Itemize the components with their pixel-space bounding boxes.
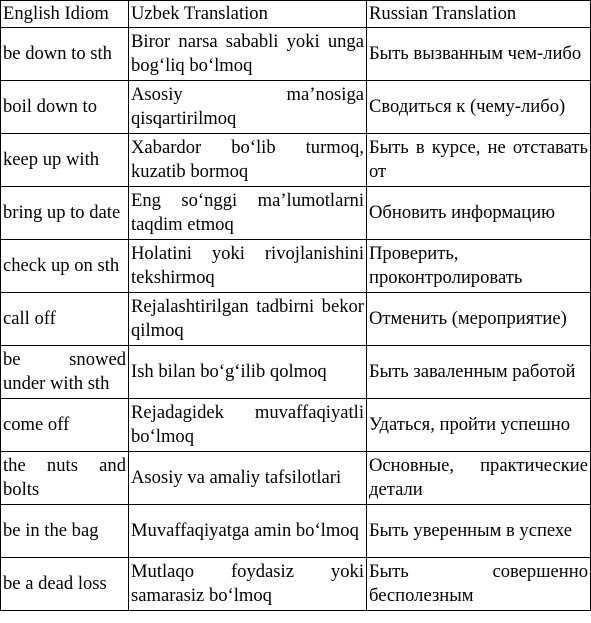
uzbek-translation-cell: Asosiy va amaliy tafsilotlari bbox=[129, 452, 367, 505]
english-idiom-cell: come off bbox=[1, 399, 129, 452]
uzbek-translation-cell: Rejadagidek muvaffaqiyatli bo‘lmoq bbox=[129, 399, 367, 452]
russian-translation-cell: Быть вызванным чем-либо bbox=[367, 28, 591, 81]
russian-translation-cell: Быть уверенным в успехе bbox=[367, 505, 591, 558]
uzbek-translation-cell: Eng so‘nggi ma’lumotlarni taqdim etmoq bbox=[129, 187, 367, 240]
uzbek-translation-cell: Holatini yoki rivojlanishini tekshirmoq bbox=[129, 240, 367, 293]
uzbek-translation-cell: Asosiy ma’nosiga qisqartirilmoq bbox=[129, 81, 367, 134]
english-idiom-cell: be snowed under with sth bbox=[1, 346, 129, 399]
table-row bbox=[1, 28, 591, 81]
english-idiom-cell: the nuts and bolts bbox=[1, 452, 129, 505]
english-idiom-cell: be a dead loss bbox=[1, 558, 129, 611]
english-idiom-cell: bring up to date bbox=[1, 187, 129, 240]
uzbek-translation-cell: Mutlaqo foydasiz yoki samarasiz bo‘lmoq bbox=[129, 558, 367, 611]
header-russian-translation: Russian Translation bbox=[367, 1, 591, 28]
english-idiom-cell: boil down to bbox=[1, 81, 129, 134]
table-row bbox=[1, 346, 591, 399]
table-row bbox=[1, 240, 591, 293]
table-body bbox=[1, 28, 591, 611]
english-idiom-cell: check up on sth bbox=[1, 240, 129, 293]
russian-translation-cell: Сводиться к (чему-либо) bbox=[367, 81, 591, 134]
header-row bbox=[1, 1, 591, 28]
table-row bbox=[1, 293, 591, 346]
uzbek-translation-cell: Biror narsa sababli yoki unga bog‘liq bo‘lmoq bbox=[129, 28, 367, 81]
russian-translation-cell: Проверить, проконтролировать bbox=[367, 240, 591, 293]
table-row bbox=[1, 399, 591, 452]
english-idiom-cell: be in the bag bbox=[1, 505, 129, 558]
uzbek-translation-cell: Rejalashtirilgan tadbirni bekor qilmoq bbox=[129, 293, 367, 346]
table-header bbox=[1, 1, 591, 28]
uzbek-translation-cell: Xabardor bo‘lib turmoq, kuzatib bormoq bbox=[129, 134, 367, 187]
table-row bbox=[1, 81, 591, 134]
table-row bbox=[1, 187, 591, 240]
uzbek-translation-cell: Ish bilan bo‘g‘ilib qolmoq bbox=[129, 346, 367, 399]
english-idiom-cell: be down to sth bbox=[1, 28, 129, 81]
table-row bbox=[1, 505, 591, 558]
table-row bbox=[1, 558, 591, 611]
russian-translation-cell: Быть заваленным работой bbox=[367, 346, 591, 399]
table-row bbox=[1, 452, 591, 505]
english-idiom-cell: call off bbox=[1, 293, 129, 346]
russian-translation-cell: Обновить информацию bbox=[367, 187, 591, 240]
header-uzbek-translation: Uzbek Translation bbox=[129, 1, 367, 28]
russian-translation-cell: Быть в курсе, не отставать от bbox=[367, 134, 591, 187]
english-idiom-cell: keep up with bbox=[1, 134, 129, 187]
uzbek-translation-cell: Muvaffaqiyatga amin bo‘lmoq bbox=[129, 505, 367, 558]
russian-translation-cell: Удаться, пройти успешно bbox=[367, 399, 591, 452]
russian-translation-cell: Основные, практические детали bbox=[367, 452, 591, 505]
russian-translation-cell: Отменить (мероприятие) bbox=[367, 293, 591, 346]
table-row bbox=[1, 134, 591, 187]
russian-translation-cell: Быть совершенно бесполезным bbox=[367, 558, 591, 611]
header-english-idiom: English Idiom bbox=[1, 1, 129, 28]
